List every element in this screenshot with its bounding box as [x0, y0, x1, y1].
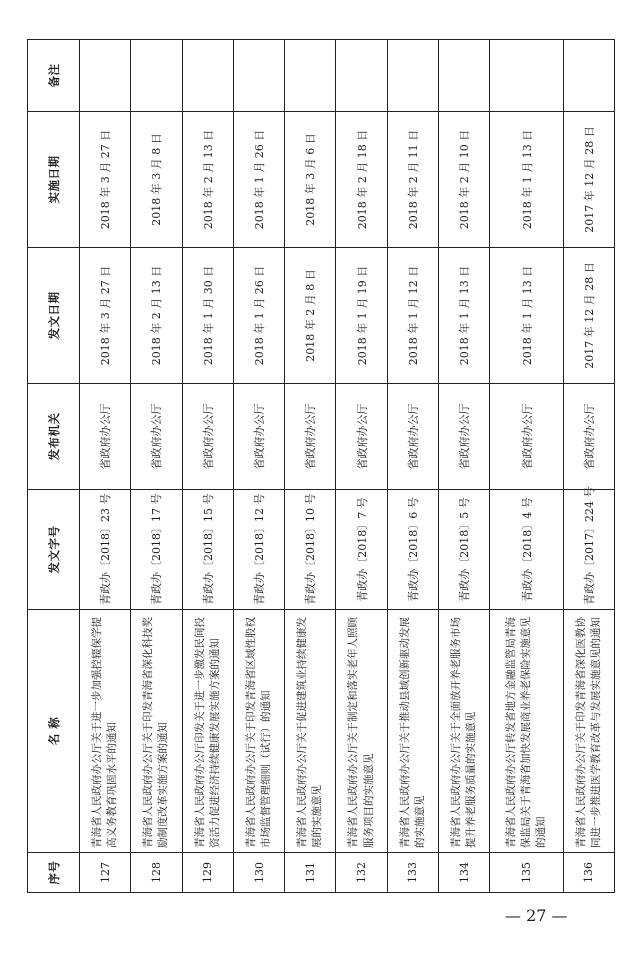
cell-doc-no: 青政办〔2018〕5 号 — [439, 490, 490, 610]
cell-seq: 135 — [490, 853, 563, 893]
cell-doc-no: 青政办〔2018〕7 号 — [336, 490, 387, 610]
table-row — [182, 40, 233, 893]
cell-effective-date: 2018 年 2 月 13 日 — [182, 112, 233, 248]
table-row — [131, 40, 182, 893]
cell-remark — [285, 40, 336, 112]
cell-name: 青海省人民政府办公厅关于印发青海省深化科技奖励制度改革实施方案的通知 — [131, 610, 182, 853]
cell-remark — [233, 40, 284, 112]
cell-issue-date: 2018 年 1 月 30 日 — [182, 248, 233, 384]
cell-remark — [182, 40, 233, 112]
cell-effective-date: 2018 年 1 月 13 日 — [490, 112, 563, 248]
table-row — [563, 40, 614, 893]
cell-seq: 134 — [439, 853, 490, 893]
table-row — [490, 40, 563, 893]
header-seq: 序号 — [28, 853, 80, 893]
cell-doc-no: 青政办〔2018〕6 号 — [387, 490, 438, 610]
cell-seq: 131 — [285, 853, 336, 893]
cell-issue-date: 2018 年 2 月 13 日 — [131, 248, 182, 384]
cell-remark — [131, 40, 182, 112]
cell-name: 青海省人民政府办公厅关于印发青海省深化医教协同进一步推进医学教育改革与发展实施意见的通知 — [563, 610, 614, 853]
cell-issue-date: 2017 年 12 月 28 日 — [563, 248, 614, 384]
cell-doc-no: 青政办〔2017〕224 号 — [563, 490, 614, 610]
cell-issue-date: 2018 年 3 月 27 日 — [80, 248, 131, 384]
cell-remark — [490, 40, 563, 112]
cell-remark — [336, 40, 387, 112]
table-row — [387, 40, 438, 893]
cell-effective-date: 2018 年 2 月 18 日 — [336, 112, 387, 248]
cell-issuer: 省政府办公厅 — [131, 384, 182, 490]
cell-effective-date: 2017 年 12 月 28 日 — [563, 112, 614, 248]
cell-seq: 129 — [182, 853, 233, 893]
cell-name: 青海省人民政府办公厅关于推动县域创新驱动发展的实施意见 — [387, 610, 438, 853]
cell-doc-no: 青政办〔2018〕10 号 — [285, 490, 336, 610]
cell-seq: 133 — [387, 853, 438, 893]
cell-issue-date: 2018 年 1 月 13 日 — [439, 248, 490, 384]
page-number: — 27 — — [505, 906, 568, 925]
cell-doc-no: 青政办〔2018〕23 号 — [80, 490, 131, 610]
cell-issuer: 省政府办公厅 — [490, 384, 563, 490]
cell-doc-no: 青政办〔2018〕17 号 — [131, 490, 182, 610]
table-row — [336, 40, 387, 893]
header-issue-date: 发文日期 — [28, 248, 80, 384]
cell-seq: 127 — [80, 853, 131, 893]
cell-effective-date: 2018 年 2 月 10 日 — [439, 112, 490, 248]
header-effective-date: 实施日期 — [28, 112, 80, 248]
cell-issue-date: 2018 年 1 月 12 日 — [387, 248, 438, 384]
cell-effective-date: 2018 年 2 月 11 日 — [387, 112, 438, 248]
cell-issue-date: 2018 年 1 月 19 日 — [336, 248, 387, 384]
header-row — [28, 40, 80, 893]
cell-issuer: 省政府办公厅 — [336, 384, 387, 490]
cell-issue-date: 2018 年 2 月 8 日 — [285, 248, 336, 384]
cell-issuer: 省政府办公厅 — [80, 384, 131, 490]
cell-issuer: 省政府办公厅 — [439, 384, 490, 490]
header-remark: 备注 — [28, 40, 80, 112]
cell-name: 青海省人民政府办公厅关于进一步加强控辍保学提高义务教育巩固水平的通知 — [80, 610, 131, 853]
header-name: 名 称 — [28, 610, 80, 853]
cell-seq: 128 — [131, 853, 182, 893]
table-row — [439, 40, 490, 893]
cell-name: 青海省人民政府办公厅关于印发青海省区域性股权市场监督管理细则（试行）的通知 — [233, 610, 284, 853]
cell-issuer: 省政府办公厅 — [233, 384, 284, 490]
table-row — [285, 40, 336, 893]
cell-seq: 136 — [563, 853, 614, 893]
cell-remark — [439, 40, 490, 112]
cell-effective-date: 2018 年 3 月 27 日 — [80, 112, 131, 248]
cell-effective-date: 2018 年 3 月 8 日 — [131, 112, 182, 248]
cell-issuer: 省政府办公厅 — [563, 384, 614, 490]
table-row — [233, 40, 284, 893]
cell-name: 青海省人民政府办公厅关于促进建筑业持续健康发展的实施意见 — [285, 610, 336, 853]
regulation-table — [27, 39, 615, 893]
cell-doc-no: 青政办〔2018〕15 号 — [182, 490, 233, 610]
cell-doc-no: 青政办〔2018〕12 号 — [233, 490, 284, 610]
cell-remark — [563, 40, 614, 112]
cell-name: 青海省人民政府办公厅转发省地方金融监管局青海保监局关于青海省加快发展商业养老保险实施意见的通知 — [490, 610, 563, 853]
header-issuer: 发布机关 — [28, 384, 80, 490]
table-row — [80, 40, 131, 893]
header-doc-no: 发文字号 — [28, 490, 80, 610]
cell-effective-date: 2018 年 1 月 26 日 — [233, 112, 284, 248]
cell-name: 青海省人民政府办公厅关于制定和落实老年人照顾服务项目的实施意见 — [336, 610, 387, 853]
cell-seq: 130 — [233, 853, 284, 893]
cell-name: 青海省人民政府办公厅关于全面放开养老服务市场提升养老服务质量的实施意见 — [439, 610, 490, 853]
cell-doc-no: 青政办〔2018〕4 号 — [490, 490, 563, 610]
cell-seq: 132 — [336, 853, 387, 893]
cell-remark — [387, 40, 438, 112]
cell-issuer: 省政府办公厅 — [182, 384, 233, 490]
cell-issue-date: 2018 年 1 月 13 日 — [490, 248, 563, 384]
cell-name: 青海省人民政府办公厅印发关于进一步激发民间投资活力促进经济持续健康发展实施方案的通知 — [182, 610, 233, 853]
cell-effective-date: 2018 年 3 月 6 日 — [285, 112, 336, 248]
cell-issue-date: 2018 年 1 月 26 日 — [233, 248, 284, 384]
cell-issuer: 省政府办公厅 — [285, 384, 336, 490]
cell-remark — [80, 40, 131, 112]
cell-issuer: 省政府办公厅 — [387, 384, 438, 490]
